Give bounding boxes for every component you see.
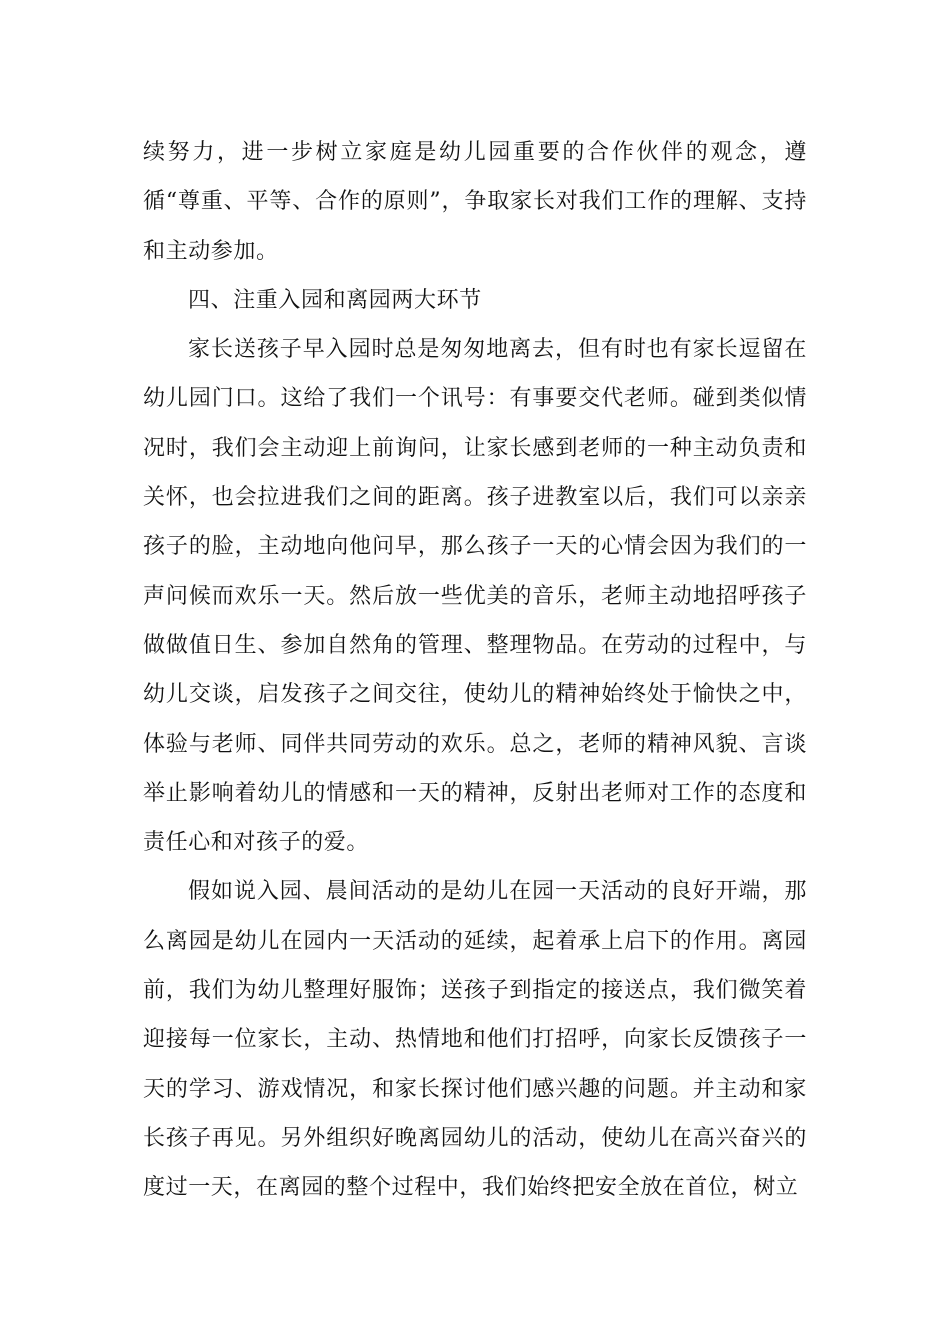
- document-body: [143, 128, 807, 1213]
- paragraph-continuation: 续努力，进一步树立家庭是幼儿园重要的合作伙伴的观念，遵循“尊重、平等、合作的原则”，争取家长对我们工作的理解、支持和主动参加。: [143, 140, 807, 264]
- paragraph-departure: 假如说入园、晨间活动的是幼儿在园一天活动的良好开端，那么离园是幼儿在园内一天活动的延续，起着承上启下的作用。离园前，我们为幼儿整理好服饰；送孩子到指定的接送点，我们微笑着迎接每一位家长，主动、热情地和他们打招呼，向家长反馈孩子一天的学习、游戏情况，和家长探讨他们感兴趣的问题。并主动和家长孩子再见。另外组织好晚离园幼儿的活动，使幼儿在高兴奋兴的度过一天，在离园的整个过程中，我们始终把安全放在首位，树立: [143, 879, 807, 1201]
- section-heading: 四、注重入园和离园两大环节: [188, 287, 482, 313]
- paragraph-arrival: 家长送孩子早入园时总是匆匆地离去，但有时也有家长逗留在幼儿园门口。这给了我们一个讯号：有事要交代老师。碰到类似情况时，我们会主动迎上前询问，让家长感到老师的一种主动负责和关怀，也会拉进我们之间的距离。孩子进教室以后，我们可以亲亲孩子的脸，主动地向他问早，那么孩子一天的心情会因为我们的一声问候而欢乐一天。然后放一些优美的音乐，老师主动地招呼孩子做做值日生、参加自然角的管理、整理物品。在劳动的过程中，与幼儿交谈，启发孩子之间交往，使幼儿的精神始终处于愉快之中，体验与老师、同伴共同劳动的欢乐。总之，老师的精神风貌、言谈举止影响着幼儿的情感和一天的精神，反射出老师对工作的态度和责任心和对孩子的爱。: [143, 337, 807, 856]
